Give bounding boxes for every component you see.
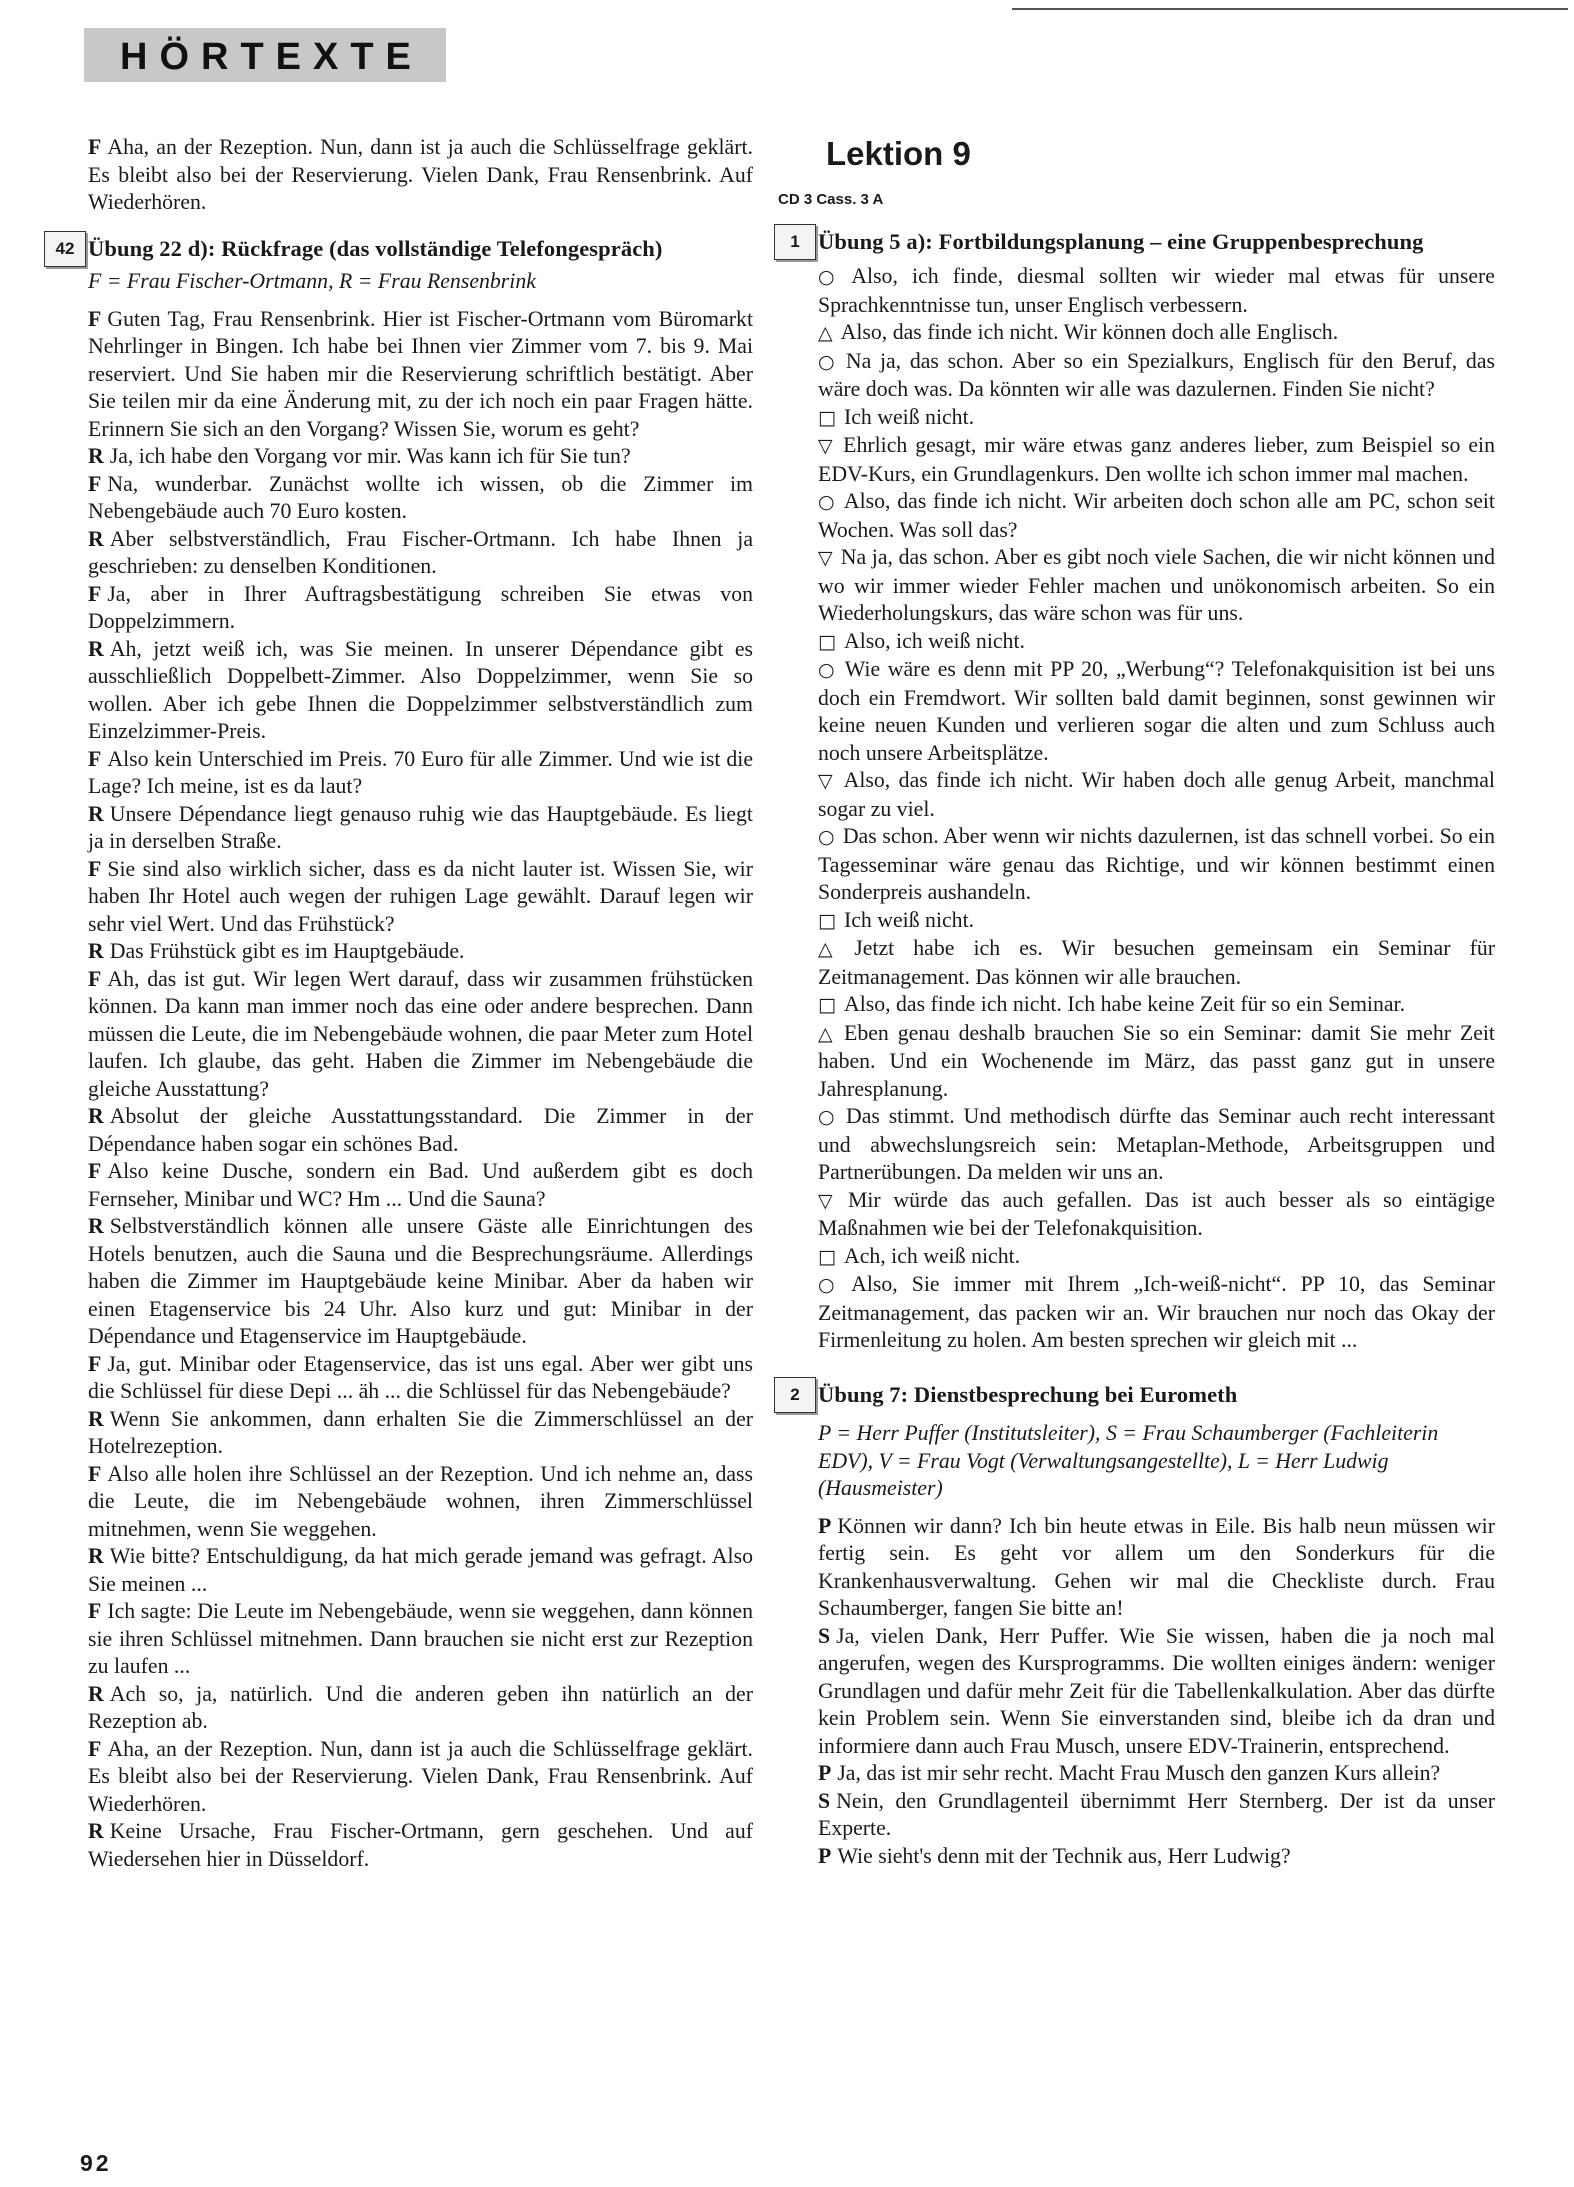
- dialogue-line: [818, 432, 1495, 488]
- dialogue-text: Sie sind also wirklich sicher, dass es da nicht lauter ist. Wissen Sie, wir haben Ihr Hotel auch wegen der ruhigen Lage gewählt. Darauf legen wir sehr viel Wert. Und das Frühstück?: [88, 856, 753, 936]
- section-title: Übung 5 a): Fortbildungsplanung – eine Gruppenbesprechung: [818, 228, 1424, 254]
- dialogue-line: [88, 1103, 753, 1158]
- dialogue-line: [88, 966, 753, 1104]
- dialogue-line: [818, 1513, 1495, 1623]
- dialogue-line: [88, 1406, 753, 1461]
- dialogue-line: [818, 348, 1495, 404]
- cd-cassette-label: CD 3 Cass. 3 A: [778, 191, 884, 208]
- speaker-marker: R: [88, 1104, 104, 1128]
- dialogue-line: [818, 628, 1495, 657]
- speaker-marker: ▽: [818, 770, 836, 792]
- speaker-marker: □: [818, 909, 836, 932]
- speaker-marker: R: [88, 1681, 104, 1706]
- dialogue-text: Absolut der gleiche Ausstattungsstandard. Die Zimmer in der Dépendance haben sogar ein schönes Bad.: [88, 1104, 753, 1156]
- dialogue-line: [88, 471, 753, 526]
- dialogue-text: Also, das finde ich nicht. Wir können doch alle Englisch.: [840, 320, 1339, 344]
- dialogue-line: [818, 1623, 1495, 1761]
- dialogue-text: Wenn Sie ankommen, dann erhalten Sie die Zimmerschlüssel an der Hotelrezeption.: [88, 1406, 753, 1458]
- dialogue-block: [818, 1513, 1495, 1871]
- dialogue-line: [88, 1681, 753, 1736]
- dialogue-line: [818, 1103, 1495, 1187]
- speaker-marker: △: [818, 938, 847, 960]
- dialogue-text: Eben genau deshalb brauchen Sie so ein Seminar: damit Sie mehr Zeit haben. Und ein Wochenende im März, das passt ganz gut in unsere Jahresplanung.: [818, 1020, 1495, 1101]
- dialogue-line: [818, 404, 1495, 433]
- speaker-marker: R: [88, 1544, 104, 1568]
- dialogue-line: [88, 1598, 753, 1681]
- speaker-marker: F: [88, 471, 102, 496]
- page-number: 92: [80, 2150, 112, 2176]
- dialogue-line: [88, 636, 753, 746]
- speaker-marker: F: [88, 966, 102, 991]
- dialogue-line: [818, 1271, 1495, 1355]
- dialogue-line: [88, 746, 753, 801]
- track-number-badge: 2: [774, 1377, 816, 1413]
- dialogue-block: [818, 263, 1495, 1355]
- dialogue-text: Also, ich weiß nicht.: [843, 628, 1025, 653]
- dialogue-line: [88, 1736, 753, 1819]
- speaker-marker: S: [818, 1623, 831, 1648]
- dialogue-line: [88, 134, 753, 217]
- left-intro-block: [88, 134, 753, 217]
- dialogue-text: Keine Ursache, Frau Fischer-Ortmann, gern geschehen. Und auf Wiedersehen hier in Düsseldorf.: [88, 1819, 753, 1871]
- track-number-badge: 42: [44, 231, 86, 267]
- dialogue-text: Ach, ich weiß nicht.: [843, 1243, 1021, 1268]
- speaker-marker: R: [88, 801, 104, 826]
- speaker-marker: R: [88, 444, 104, 468]
- dialogue-text: Ja, aber in Ihrer Auftragsbestätigung schreiben Sie etwas von Doppelzimmern.: [88, 581, 753, 633]
- dialogue-text: Also, Sie immer mit Ihrem „Ich-weiß-nicht“. PP 10, das Seminar Zeitmanagement, das packen wir an. Wir brauchen nur noch das Okay der Firmenleitung zu holen. Am besten sprechen wir gleich mit ...: [818, 1272, 1495, 1352]
- dialogue-line: [88, 1213, 753, 1351]
- speaker-marker: F: [88, 1159, 102, 1183]
- dialogue-text: Können wir dann? Ich bin heute etwas in Eile. Bis halb neun müssen wir fertig sein. Es geht vor allem um den Sonderkurs für die Krankenhausverwaltung. Gehen wir mal die Checkliste durch. Frau Schaumberger, fangen Sie bitte an!: [818, 1513, 1495, 1620]
- dialogue-text: Also keine Dusche, sondern ein Bad. Und außerdem gibt es doch Fernseher, Minibar und WC? Hm ... Und die Sauna?: [88, 1159, 753, 1211]
- speaker-marker: F: [88, 1736, 102, 1761]
- speaker-marker: □: [818, 994, 836, 1016]
- dialogue-text: Wie bitte? Entschuldigung, da hat mich gerade jemand was gefragt. Also Sie meinen ...: [88, 1544, 753, 1596]
- dialogue-text: Wie sieht's denn mit der Technik aus, Herr Ludwig?: [837, 1843, 1291, 1868]
- dialogue-text: Ich weiß nicht.: [843, 907, 975, 932]
- dialogue-line: [818, 767, 1495, 823]
- dialogue-line: [818, 907, 1495, 936]
- dialogue-text: Na ja, das schon. Aber es gibt noch viele Sachen, die wir nicht können und wo wir immer wieder Fehler machen und unökonomisch arbeiten. So ein Wiederholungskurs, das wäre schon was für uns.: [818, 545, 1495, 625]
- dialogue-line: [88, 1818, 753, 1873]
- dialogue-text: Aha, an der Rezeption. Nun, dann ist ja auch die Schlüsselfrage geklärt. Es bleibt also bei der Reservierung. Vielen Dank, Frau Rensenbrink. Auf Wiederhören.: [88, 135, 753, 214]
- dialogue-text: Aha, an der Rezeption. Nun, dann ist ja auch die Schlüsselfrage geklärt. Es bleibt also bei der Reservierung. Vielen Dank, Frau Rensenbrink. Auf Wiederhören.: [88, 1736, 753, 1816]
- dialogue-text: Ehrlich gesagt, mir wäre etwas ganz anderes lieber, zum Beispiel so ein EDV-Kurs, ein Grundlagenkurs. Den wollte ich schon immer mal machen.: [818, 433, 1495, 486]
- dialogue-text: Ja, gut. Minibar oder Etagenservice, das ist uns egal. Aber wer gibt uns die Schlüssel für diese Depi ... äh ... die Schlüssel für das Nebengebäude?: [88, 1351, 753, 1403]
- dialogue-line: [818, 263, 1495, 319]
- dialogue-line: [818, 1760, 1495, 1788]
- left-column: [55, 134, 753, 1873]
- dialogue-line: [88, 801, 753, 856]
- speaker-marker: R: [88, 1406, 104, 1431]
- section-header-42: [55, 231, 753, 265]
- section-title: Übung 22 d): Rückfrage (das vollständige Telefongespräch): [88, 235, 663, 261]
- dialogue-text: Also, das finde ich nicht. Ich habe keine Zeit für so ein Seminar.: [843, 992, 1406, 1016]
- speaker-marker: ▽: [818, 1189, 840, 1212]
- dialogue-line: [818, 544, 1495, 628]
- dialogue-text: Wie wäre es denn mit PP 20, „Werbung“? Telefonakquisition ist bei uns doch ein Fremdwort. Wir sollten bald damit beginnen, sonst gewinnen wir keine neuen Kunden und verlieren sogar die alten und zum Schluss auch noch unsere Arbeitsplätze.: [818, 657, 1495, 765]
- dialogue-text: Also, das finde ich nicht. Wir arbeiten doch schon alle am PC, schon seit Wochen. Was soll das?: [818, 489, 1495, 542]
- dialogue-text: Na, wunderbar. Zunächst wollte ich wissen, ob die Zimmer im Nebengebäude auch 70 Euro kosten.: [88, 471, 753, 523]
- dialogue-text: Ich sagte: Die Leute im Nebengebäude, wenn sie weggehen, dann können sie ihren Schlüssel mitnehmen. Dann brauchen sie nicht erst zur Rezeption zu laufen ...: [88, 1599, 753, 1678]
- track-number-badge: 1: [774, 224, 816, 260]
- speaker-marker: F: [88, 306, 102, 331]
- dialogue-text: Jetzt habe ich es. Wir besuchen gemeinsam ein Seminar für Zeitmanagement. Das können wir alle brauchen.: [818, 936, 1495, 989]
- dialogue-text: Guten Tag, Frau Rensenbrink. Hier ist Fischer-Ortmann vom Büromarkt Nehrlinger in Bingen. Ich habe bei Ihnen vier Zimmer vom 7. bis 9. Mai reserviert. Und Sie haben mir die Reservierung schriftlich bestätigt. Aber Sie teilen mir da eine Änderung mit, zu der ich noch ein paar Fragen hätte. Erinnern Sie sich an den Vorgang? Wissen Sie, worum es geht?: [88, 306, 753, 441]
- speaker-marker: ▽: [818, 435, 836, 457]
- speaker-marker: ▽: [818, 547, 833, 569]
- dialogue-text: Aber selbstverständlich, Frau Fischer-Ortmann. Ich habe Ihnen ja geschrieben: zu denselben Konditionen.: [88, 526, 753, 578]
- dialogue-text: Ja, ich habe den Vorgang vor mir. Was kann ich für Sie tun?: [109, 444, 631, 468]
- speaker-marker: F: [88, 581, 102, 606]
- top-rule: [1012, 8, 1568, 10]
- speaker-marker: R: [88, 939, 104, 963]
- speaker-marker: R: [88, 1214, 104, 1238]
- dialogue-text: Ja, vielen Dank, Herr Puffer. Wie Sie wissen, haben die ja noch mal angerufen, wegen des Kursprogramms. Die wollten einiges ändern: weniger Grundlagen und dafür mehr Zeit für die Tabellenkalkulation. Aber das dürfte kein Problem sein. Wenn Sie einverstanden sind, bleibe ich da dran und informiere dann auch Frau Musch, unsere EDV-Trainerin, entsprechend.: [818, 1623, 1495, 1758]
- dialogue-text: Also, das finde ich nicht. Wir haben doch alle genug Arbeit, manchmal sogar zu viel.: [818, 768, 1495, 821]
- dialogue-text: Also, ich finde, diesmal sollten wir wieder mal etwas für unsere Sprachkenntnisse tun, unser Englisch verbessern.: [818, 264, 1495, 317]
- dialogue-line: [88, 443, 753, 471]
- page-header-title: HÖRTEXTE: [120, 36, 423, 78]
- dialogue-line: [818, 1788, 1495, 1843]
- dialogue-line: [88, 581, 753, 636]
- lesson-title: Lektion 9: [826, 135, 971, 172]
- dialogue-line: [88, 856, 753, 939]
- dialogue-line: [88, 1461, 753, 1544]
- speaker-marker: F: [88, 1461, 102, 1486]
- dialogue-text: Ja, das ist mir sehr recht. Macht Frau Musch den ganzen Kurs allein?: [837, 1761, 1441, 1785]
- dialogue-line: [88, 1351, 753, 1406]
- speaker-legend: P = Herr Puffer (Institutsleiter), S = Frau Schaumberger (Fachleiterin EDV), V = Frau Vogt (Verwaltungsangestellte), L = Herr Ludwig (Hausmeister): [818, 1421, 1439, 1500]
- speaker-marker: □: [818, 406, 836, 429]
- dialogue-text: Selbstverständlich können alle unsere Gäste alle Einrichtungen des Hotels benutzen, auch die Sauna und die Besprechungsräume. Allerdings haben die Zimmer im Hauptgebäude keine Minibar. Aber da haben wir einen Etagenservice bis 24 Uhr. Also kurz und gut: Minibar in der Dépendance und Etagenservice im Hauptgebäude.: [88, 1214, 753, 1348]
- speaker-marker: ○: [818, 350, 838, 373]
- speaker-marker: P: [818, 1843, 832, 1868]
- dialogue-line: [818, 823, 1495, 907]
- speaker-marker: □: [818, 630, 836, 653]
- right-column: [778, 134, 1495, 1870]
- dialogue-text: Das schon. Aber wenn wir nichts dazulernen, ist das schnell vorbei. So ein Tagesseminar wäre genau das Richtige, und wir können bestimmt einen Sonderpreis aushandeln.: [818, 824, 1495, 904]
- speaker-marker: R: [88, 526, 104, 551]
- speaker-marker: F: [88, 746, 102, 771]
- speaker-marker: ○: [818, 826, 835, 848]
- speaker-marker: R: [88, 636, 104, 661]
- section-header-1: [790, 224, 1495, 258]
- dialogue-text: Also kein Unterschied im Preis. 70 Euro für alle Zimmer. Und wie ist die Lage? Ich meine, ist es da laut?: [88, 746, 753, 798]
- dialogue-line: [818, 1843, 1495, 1871]
- speaker-marker: ○: [818, 491, 836, 513]
- speaker-marker: F: [88, 856, 102, 881]
- speaker-marker: P: [818, 1761, 832, 1785]
- dialogue-line: [818, 1243, 1495, 1272]
- dialogue-line: [818, 991, 1495, 1020]
- speaker-marker: △: [818, 1022, 837, 1045]
- dialogue-line: [88, 526, 753, 581]
- speaker-marker: ○: [818, 1274, 844, 1296]
- speaker-marker: S: [818, 1788, 831, 1813]
- speaker-marker: ○: [818, 1106, 838, 1128]
- dialogue-line: [88, 306, 753, 444]
- dialogue-text: Mir würde das auch gefallen. Das ist auch besser als so eintägige Maßnahmen wie bei der Telefonakquisition.: [818, 1187, 1495, 1240]
- speaker-marker: F: [88, 1351, 102, 1376]
- dialogue-line: [818, 656, 1495, 767]
- dialogue-text: Das stimmt. Und methodisch dürfte das Seminar auch recht interessant und abwechslungsreich sein: Metaplan-Methode, Arbeitsgruppen und Partnerübungen. Da melden wir uns an.: [818, 1104, 1495, 1184]
- speaker-marker: F: [88, 135, 102, 159]
- speaker-marker: P: [818, 1513, 832, 1538]
- dialogue-line: [818, 935, 1495, 991]
- dialogue-line: [818, 1020, 1495, 1104]
- dialogue-text: Also alle holen ihre Schlüssel an der Rezeption. Und ich nehme an, dass die Leute, die im Nebengebäude wohnen, ihren Zimmerschlüssel mitnehmen, wenn Sie weggehen.: [88, 1461, 753, 1541]
- dialogue-text: Ah, das ist gut. Wir legen Wert darauf, dass wir zusammen frühstücken können. Da kann man immer noch das eine oder andere besprechen. Dann müssen die Leute, die im Nebengebäude wohnen, die paar Meter zum Hotel laufen. Ich glaube, das geht. Haben die Zimmer im Nebengebäude die gleiche Ausstattung?: [88, 966, 753, 1101]
- dialogue-block: [88, 306, 753, 1874]
- dialogue-text: Ah, jetzt weiß ich, was Sie meinen. In unserer Dépendance gibt es ausschließlich Doppelbett-Zimmer. Also Doppelzimmer, wenn Sie so wollen. Aber ich gebe Ihnen die Doppelzimmer selbstverständlich zum Einzelzimmer-Preis.: [88, 636, 753, 743]
- dialogue-text: Unsere Dépendance liegt genauso ruhig wie das Hauptgebäude. Es liegt ja in derselben Straße.: [88, 801, 753, 853]
- dialogue-line: [818, 1187, 1495, 1243]
- dialogue-text: Na ja, das schon. Aber so ein Spezialkurs, Englisch für den Beruf, das wäre doch was. Da könnten wir alle was dazulernen. Finden Sie nicht?: [818, 348, 1495, 401]
- speaker-marker: ○: [818, 266, 844, 288]
- speaker-marker: ○: [818, 659, 837, 681]
- dialogue-line: [88, 1158, 753, 1213]
- dialogue-text: Ich weiß nicht.: [843, 404, 975, 429]
- speaker-marker: F: [88, 1599, 102, 1623]
- speaker-marker: △: [818, 322, 833, 344]
- dialogue-line: [818, 319, 1495, 348]
- dialogue-text: Ach so, ja, natürlich. Und die anderen geben ihn natürlich an der Rezeption ab.: [88, 1681, 753, 1733]
- section-title: Übung 7: Dienstbesprechung bei Eurometh: [818, 1381, 1238, 1407]
- dialogue-text: Das Frühstück gibt es im Hauptgebäude.: [109, 939, 465, 963]
- speaker-marker: R: [88, 1819, 104, 1843]
- dialogue-line: [818, 488, 1495, 544]
- dialogue-text: Nein, den Grundlagenteil übernimmt Herr Sternberg. Der ist da unser Experte.: [818, 1788, 1495, 1840]
- speaker-legend: F = Frau Fischer-Ortmann, R = Frau Rensenbrink: [88, 269, 536, 293]
- section-header-2: [790, 1377, 1495, 1411]
- dialogue-line: [88, 1543, 753, 1598]
- dialogue-line: [88, 938, 753, 966]
- speaker-marker: □: [818, 1245, 836, 1268]
